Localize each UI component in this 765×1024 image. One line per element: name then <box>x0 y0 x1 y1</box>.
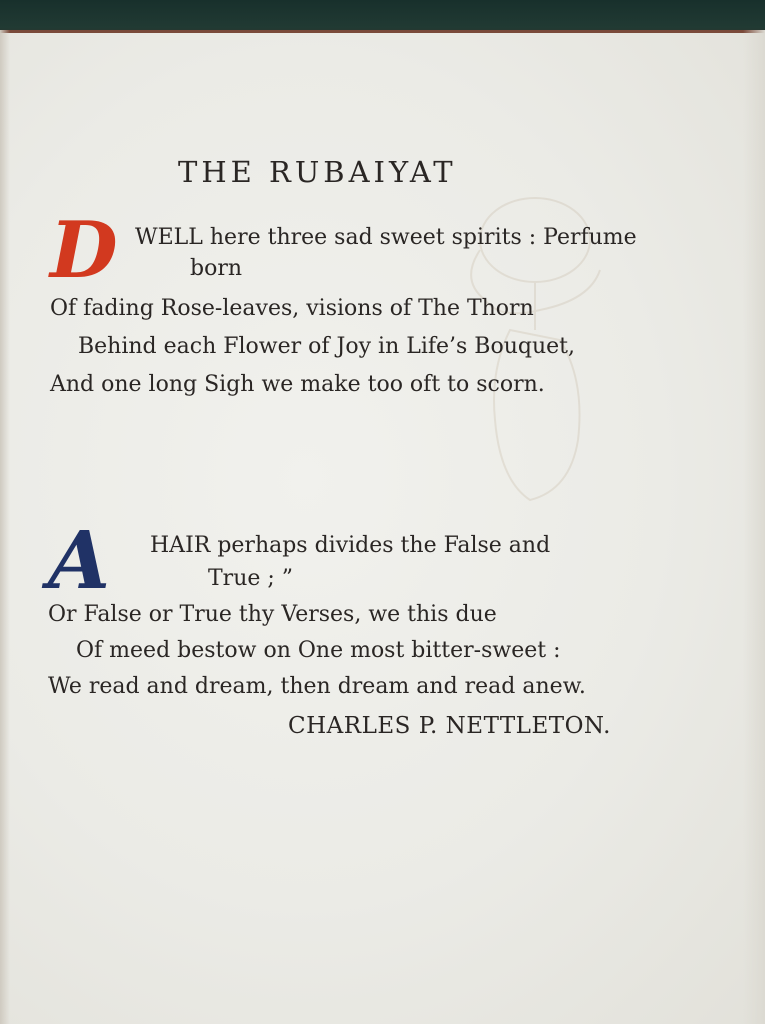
page-edge-shadow-right <box>743 30 765 1024</box>
verse-line: Of fading Rose-leaves, visions of The Thorn <box>50 296 534 321</box>
author-signature: CHARLES P. NETTLETON. <box>288 713 611 739</box>
verse-line: Behind each Flower of Joy in Life’s Bouquet, <box>78 334 575 359</box>
page-title: THE RUBAIYAT <box>178 155 457 189</box>
verse-line: HAIR perhaps divides the False and <box>150 533 551 558</box>
drop-cap-d: D <box>50 205 118 296</box>
verse-line: True ; ” <box>208 566 294 591</box>
verse-line: Of meed bestow on One most bitter-sweet : <box>76 638 561 663</box>
verse-line: Or False or True thy Verses, we this due <box>48 602 497 627</box>
drop-cap-a: A <box>48 513 111 607</box>
verse-line: We read and dream, then dream and read anew. <box>48 674 586 699</box>
verse-line: WELL here three sad sweet spirits : Perfume <box>135 225 637 250</box>
verse-line: born <box>190 256 243 281</box>
verse-line: And one long Sigh we make too oft to scorn. <box>50 372 545 397</box>
page-edge-shadow-left <box>0 30 10 1024</box>
